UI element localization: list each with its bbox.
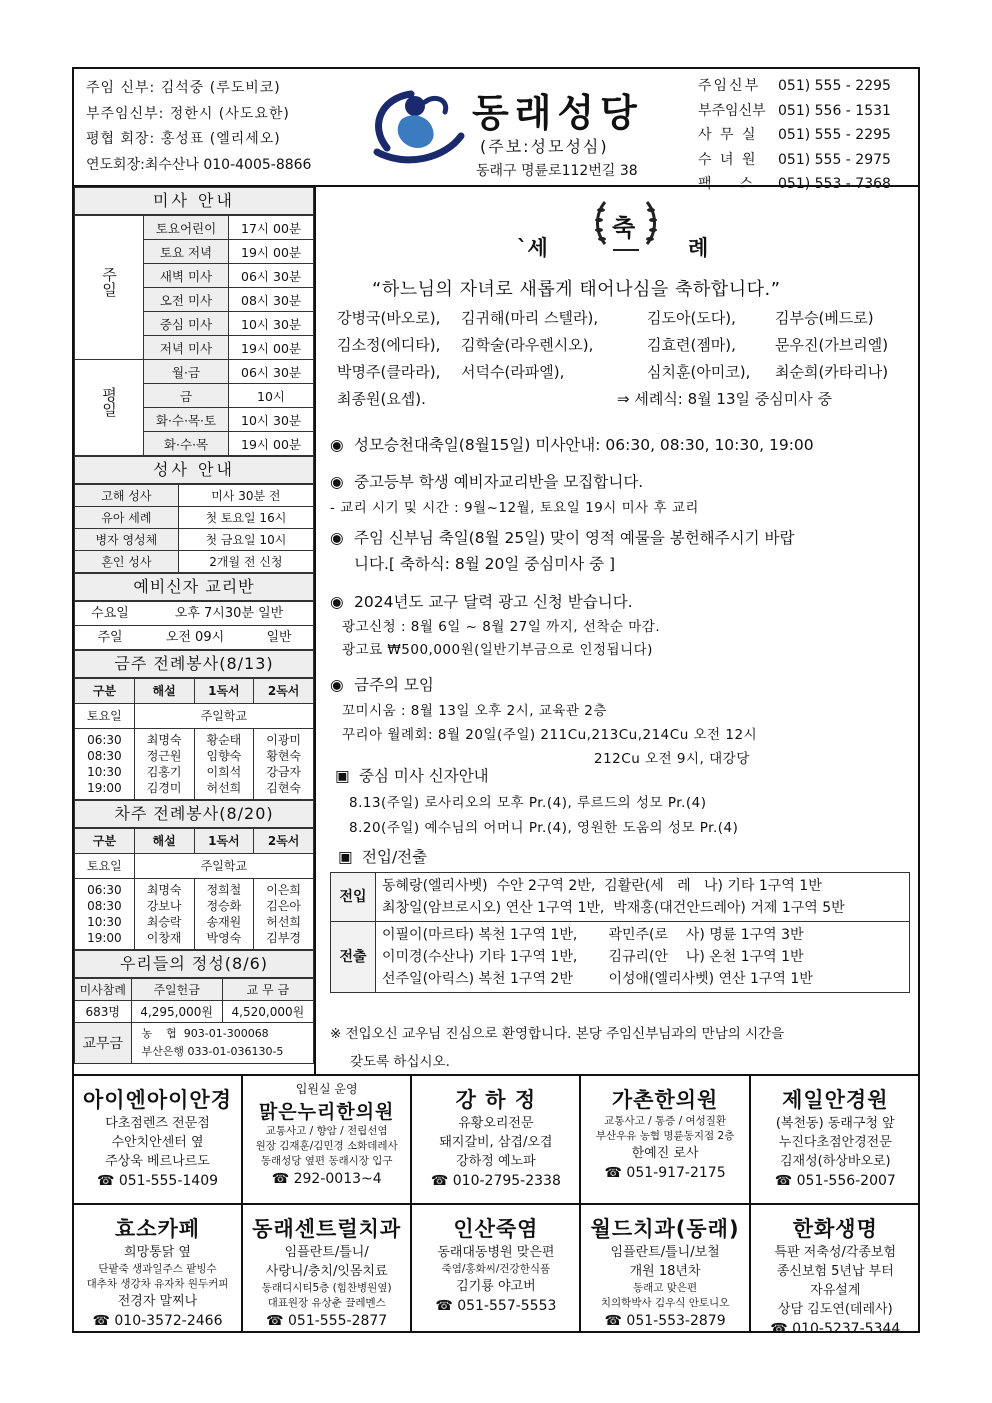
- ad-line: 강하정 예노파: [456, 1154, 536, 1169]
- col-head: 교 무 금: [222, 979, 313, 1001]
- name-row: [337, 332, 888, 359]
- contact-label: 사 무 실: [698, 127, 758, 143]
- ad-line: 임플란트/틀니/보철: [610, 1245, 720, 1260]
- ad-card: [582, 1205, 751, 1333]
- name-row: [337, 305, 888, 332]
- contact-list: [698, 74, 891, 197]
- catechumen-day: 주일: [97, 630, 123, 645]
- col-head: 주일헌금: [131, 979, 222, 1001]
- sacrament-name: 고해 성사: [75, 485, 179, 507]
- mass-name: 화·수·목·토: [144, 408, 229, 432]
- mass-name: 저녁 미사: [144, 336, 229, 360]
- notice-sub: 꾸리아 월례회: 8월 20일(주일) 211Cu,213Cu,214Cu 오전 12시: [342, 727, 758, 743]
- sacrament-name: 유아 세례: [75, 507, 179, 529]
- mass-heading: 미사 안내: [74, 187, 314, 215]
- notice-sub: 광고신청 : 8월 6일 ~ 8월 27일 까지, 선착순 마감.: [342, 619, 661, 635]
- notice-sub: 광고료 ₩500,000원(일반기부금으로 인정됩니다): [342, 642, 653, 658]
- ad-line: 다초점렌즈 전문점: [105, 1116, 210, 1131]
- time-list: 06:30 08:30 10:30 19:00: [75, 879, 135, 950]
- notice-calendar: [330, 590, 660, 658]
- parish-logo: [367, 86, 465, 166]
- catechumen-day: 수요일: [91, 606, 129, 621]
- ad-line: 상담 김도연(데레사): [777, 1302, 893, 1317]
- service-next-heading: 차주 전례봉사(8/20): [74, 800, 314, 828]
- name-row: [337, 359, 888, 386]
- mass-name: 월·금: [144, 360, 229, 384]
- baptism-heading-right: 례: [688, 236, 709, 260]
- attendance-value: 683명: [75, 1001, 132, 1023]
- ad-line: 누진다초점안경전문: [778, 1135, 892, 1150]
- bullet-icon: ◉: [330, 529, 344, 547]
- contact-row: [698, 99, 891, 124]
- commentator-list: 최명숙 정근원 김홍기 김경미: [134, 729, 194, 800]
- ad-card: [243, 1076, 412, 1204]
- ad-line-small: 교통사고 / 향암 / 전립선염: [265, 1125, 388, 1137]
- bullet-icon: ◉: [330, 473, 344, 491]
- col-head: 1독서: [194, 829, 254, 854]
- clergy-line: 평협 회장: 홍성표 (엘리세오): [86, 131, 281, 147]
- name: 김도아(도다),: [647, 309, 736, 327]
- name: 박명주(클라라),: [337, 363, 441, 381]
- contact-row: [698, 148, 891, 173]
- transfer-in-label: 전입: [331, 873, 376, 922]
- name: 서덕수(라파엘),: [461, 363, 565, 381]
- reader1-list: 정희철 정승화 송재원 박영숙: [194, 879, 254, 950]
- ad-card: [582, 1076, 751, 1204]
- mass-name: 토요어린이: [144, 216, 229, 240]
- service-next-table: [74, 828, 314, 950]
- notice-sub: 212Cu 오전 9시, 대강당: [594, 751, 750, 767]
- contact-row: [698, 123, 891, 148]
- ad-line-small: 교통사고 / 통증 / 여성질환: [604, 1115, 727, 1127]
- catechumen-box: [74, 601, 314, 650]
- ad-title: 인산죽염: [453, 1217, 539, 1241]
- transfer-row: 동혜랑(엘리사벳) 수안 2구역 2반, 김활란(세 레 나) 기타 1구역 1반: [382, 878, 822, 894]
- contact-label: 수 녀 원: [698, 151, 758, 168]
- transfer-row: 이필이(마르타) 복천 1구역 1반, 곽민주(로 사) 명륜 1구역 3반: [382, 927, 804, 943]
- welcome-text: 갖도록 하십시오.: [350, 1054, 450, 1070]
- wreath-char: 축: [612, 214, 636, 242]
- contact-number: 051) 555 - 2295: [778, 78, 891, 94]
- sat-value: 주일학교: [134, 854, 313, 879]
- ad-title: 동래센트럴치과: [252, 1217, 402, 1241]
- catechumen-time: 오전 09시: [165, 630, 225, 645]
- mass-name: 새벽 미사: [144, 264, 229, 288]
- ad-line: 한예진 로사: [631, 1146, 699, 1161]
- mass-time: 10시 30분: [229, 408, 314, 432]
- mass-time: 10시 30분: [229, 312, 314, 336]
- contact-label: 부주임신부: [698, 102, 766, 119]
- bank-account: 농 협 903-01-300068: [141, 1027, 269, 1040]
- notice-sub: - 교리 시기 및 시간 : 9월~12월, 토요일 19시 미사 후 교리: [330, 500, 699, 516]
- ad-line-small: 치의학박사 김우식 안토니오: [600, 1297, 730, 1309]
- ad-line: 희망통닭 옆: [124, 1245, 191, 1260]
- name-row: [337, 386, 888, 413]
- name: 최순희(카타리나): [775, 363, 889, 381]
- notice-youth: [330, 470, 699, 516]
- name: 김효련(젬마),: [647, 336, 736, 354]
- commentator-list: 최명숙 강보나 최승락 이창재: [134, 879, 194, 950]
- col-head: 구분: [75, 829, 135, 854]
- ad-line-small: 대표원장 유상춘 끌레멘스: [267, 1297, 386, 1309]
- catechumen-type: 일반: [266, 630, 292, 645]
- col-head: 2독서: [254, 679, 314, 704]
- ad-line: 돼지갈비, 삼겹/오겹: [439, 1135, 553, 1150]
- dues-value: 4,520,000원: [222, 1001, 313, 1023]
- mass-table: [74, 215, 314, 456]
- dues-label: 교무금: [75, 1023, 132, 1064]
- bullet-icon: ◉: [330, 676, 344, 694]
- ad-card: [751, 1076, 920, 1204]
- contact-number: 051) 553 - 7368: [778, 176, 891, 192]
- name: 최종원(요셉).: [337, 390, 426, 408]
- sunday-label: 주일: [75, 216, 144, 360]
- notice-text: 주임 신부님 축일(8월 25일) 맞이 영적 예물을 봉헌해주시기 바랍: [354, 529, 795, 547]
- contact-row: [698, 74, 891, 99]
- sat-label: 토요일: [75, 704, 135, 729]
- notice-text: 니다.[ 축하식: 8월 20일 중심미사 중 ]: [354, 555, 616, 573]
- col-head: 2독서: [254, 829, 314, 854]
- mass-time: 19시 00분: [229, 336, 314, 360]
- transfer-row: 최창일(암브로시오) 연산 1구역 1반, 박재홍(대건안드레아) 거제 1구역 5반: [382, 900, 845, 916]
- name: 문우진(가브리엘): [775, 336, 889, 354]
- ad-line-small: 부산우유 농협 명륜동지점 2층: [595, 1130, 735, 1142]
- ad-phone: ☎ 010-3572-2466: [92, 1313, 223, 1329]
- square-bullet-icon: ▣: [335, 767, 350, 785]
- mass-time: 10시: [229, 384, 314, 408]
- col-head: 해설: [134, 829, 194, 854]
- clergy-list: [86, 76, 311, 178]
- ad-card: [74, 1205, 243, 1333]
- ad-line: 개원 18년차: [629, 1264, 701, 1279]
- mass-time: 08시 30분: [229, 288, 314, 312]
- ad-card: [243, 1205, 412, 1333]
- ad-line: 전경자 말찌나: [117, 1294, 198, 1309]
- notice-sub: 8.20(주일) 예수님의 어머니 Pr.(4), 영원한 도움의 성모 Pr.(4): [349, 820, 739, 836]
- ads-section: [74, 1074, 920, 1335]
- ad-line: 수안치안센터 옆: [111, 1135, 204, 1150]
- transfer-row: 선주일(아릭스) 복천 1구역 2반 이성애(엘리사벳) 연산 1구역 1반: [382, 971, 813, 987]
- name: 김소정(에디타),: [337, 336, 441, 354]
- notice-text: 중심 미사 신자안내: [359, 767, 489, 785]
- notice-text: 성모승천대축일(8월15일) 미사안내: 06:30, 08:30, 10:30, 19:00: [354, 436, 814, 454]
- sat-value: 주일학교: [134, 704, 313, 729]
- name: 심치훈(아미코),: [647, 363, 751, 381]
- column-divider: [314, 187, 316, 1074]
- ad-line: 김기룡 야고버: [456, 1279, 536, 1294]
- sat-label: 토요일: [75, 854, 135, 879]
- ad-phone: ☎ 051-553-2879: [604, 1313, 726, 1329]
- weekday-label: 평일: [75, 360, 144, 456]
- ad-line-small: 원장 김재훈/김민경 소화데레사: [255, 1140, 398, 1152]
- sacrament-time: 미사 30분 전: [178, 485, 313, 507]
- ad-line: 유황오리전문: [458, 1116, 534, 1131]
- ad-line: 임플란트/틀니/: [284, 1245, 369, 1260]
- bullet-icon: ◉: [330, 593, 344, 611]
- mass-name: 토요 저녁: [144, 240, 229, 264]
- ad-phone: ☎ 292-0013~4: [271, 1171, 382, 1187]
- ad-title: 맑은누리한의원: [258, 1101, 395, 1123]
- ad-phone: ☎ 051-556-2007: [774, 1173, 896, 1189]
- ad-line: 동래대동병원 맞은편: [437, 1245, 555, 1260]
- mass-time: 19시 00분: [229, 432, 314, 456]
- notice-transfer: [338, 845, 427, 867]
- ad-line-small: 죽염/홍화씨/건강한식품: [441, 1263, 551, 1275]
- notice-meetings: [330, 673, 757, 767]
- notice-text: 전입/전출: [362, 848, 428, 866]
- sacrament-time: 첫 토요일 16시: [178, 507, 313, 529]
- name: 강병국(바오로),: [337, 309, 441, 327]
- name: 김학술(라우렌시오),: [461, 336, 594, 354]
- ad-line-small: 동래성당 옆편 동래시장 입구: [260, 1155, 393, 1167]
- reader1-list: 황순태 임향숙 이희석 허선희: [194, 729, 254, 800]
- ad-title: 월드치과(동래): [590, 1217, 740, 1241]
- ad-line: 종신보험 5년납 부터: [776, 1264, 894, 1279]
- ad-line-small: 대추차 생강차 유자차 원두커피: [86, 1278, 229, 1290]
- notice-feast: [330, 525, 794, 577]
- ad-title: 효소카페: [114, 1217, 201, 1241]
- mass-time: 17시 00분: [229, 216, 314, 240]
- notice-text: 금주의 모임: [354, 676, 434, 694]
- col-head: 구분: [75, 679, 135, 704]
- mass-name: 화·수·목: [144, 432, 229, 456]
- parish-address: 동래구 명륜로112번길 38: [476, 163, 638, 179]
- notice-sub: 꼬미시움 : 8월 13일 오후 2시, 교육관 2층: [342, 703, 607, 719]
- ad-phone: ☎ 051-557-5553: [435, 1298, 557, 1314]
- notice-mass-guide: [335, 764, 738, 836]
- ad-line-small: 동래고 맞은편: [632, 1282, 698, 1294]
- ad-phone: ☎ 051-917-2175: [604, 1165, 726, 1181]
- ad-line-small: 단팥죽 생과일주스 팥빙수: [98, 1263, 217, 1275]
- ad-title: 제일안경원: [782, 1088, 889, 1112]
- bank-account: 부산은행 033-01-036130-5: [141, 1045, 284, 1058]
- col-head: 1독서: [194, 679, 254, 704]
- service-this-table: [74, 678, 314, 800]
- ad-line: 자유설계: [810, 1283, 861, 1298]
- col-head: 해설: [134, 679, 194, 704]
- name: 김부승(베드로): [775, 309, 874, 327]
- ad-line: (복천동) 동래구청 앞: [775, 1116, 895, 1131]
- ad-card: [412, 1076, 581, 1204]
- ad-title: 아이엔아이안경: [82, 1088, 232, 1112]
- parish-subtitle: (주보:성모성심): [480, 137, 609, 156]
- sacrament-table: [74, 484, 314, 573]
- ad-card: [751, 1205, 920, 1337]
- catechumen-heading: 예비신자 교리반: [74, 573, 314, 601]
- transfer-out-label: 전출: [331, 922, 376, 993]
- welcome-text: ※ 전입오신 교우님 진심으로 환영합니다. 본당 주임신부님과의 만남의 시간을: [330, 1026, 785, 1042]
- ad-line-small: 동래디시티5층 (힘찬병원옆): [261, 1282, 392, 1294]
- transfer-row: 이미경(수산나) 기타 1구역 1반, 김규리(안 나) 온천 1구역 1반: [382, 949, 804, 965]
- notice-text: 중고등부 학생 예비자교리반을 모집합니다.: [354, 473, 644, 491]
- mass-name: 중심 미사: [144, 312, 229, 336]
- sacrament-name: 병자 영성체: [75, 529, 179, 551]
- ad-pre: 입원실 운영: [295, 1082, 358, 1096]
- notice-sub: 8.13(주일) 로사리오의 모후 Pr.(4), 루르드의 성모 Pr.(4): [349, 795, 707, 811]
- clergy-line: 주임 신부: 김석중 (루도비코): [86, 80, 281, 96]
- ad-line: 김재성(하상바오로): [779, 1154, 891, 1169]
- transfer-in-list: [376, 873, 910, 922]
- col-head: 미사참례: [75, 979, 132, 1001]
- clergy-line: 부주임신부: 정한시 (사도요한): [86, 105, 290, 122]
- reader2-list: 이광미 황현숙 강금자 김현숙: [254, 729, 314, 800]
- mass-time: 06시 30분: [229, 360, 314, 384]
- ad-card: [412, 1205, 581, 1333]
- sacrament-heading: 성사 안내: [74, 456, 314, 484]
- sacrament-time: 첫 금요일 10시: [178, 529, 313, 551]
- contact-label: 팩 스: [698, 176, 755, 192]
- baptism-heading-left: `세: [517, 236, 548, 260]
- time-list: 06:30 08:30 10:30 19:00: [75, 729, 135, 800]
- ad-phone: ☎ 051-555-2877: [266, 1313, 388, 1329]
- ad-line: 사랑니/충치/잇몸치료: [265, 1264, 388, 1279]
- ad-line: 특판 저축성/각종보험: [774, 1245, 897, 1260]
- notice-text: 2024년도 교구 달력 광고 신청 받습니다.: [354, 593, 633, 611]
- ad-phone: ☎ 010-2795-2338: [430, 1173, 561, 1189]
- sacrament-name: 혼인 성사: [75, 551, 179, 573]
- clergy-line: 연도회장:최수산나 010-4005-8866: [86, 156, 312, 173]
- welcome-note: [330, 1020, 784, 1076]
- service-this-heading: 금주 전례봉사(8/13): [74, 650, 314, 678]
- parish-title: 동래성당: [472, 91, 643, 135]
- catechumen-time: 오후 7시30분 일반: [174, 606, 284, 621]
- sacrament-time: 2개월 전 신청: [178, 551, 313, 573]
- baptism-quote: “하느님의 자녀로 새롭게 태어나심을 축하합니다.”: [372, 279, 781, 300]
- ad-phone: ☎ 010-5237-5344: [770, 1321, 901, 1337]
- contact-number: 051) 555 - 2295: [778, 127, 891, 143]
- baptism-date: ⇒ 세례식: 8월 13일 중심미사 중: [617, 390, 832, 408]
- ad-card: [74, 1076, 243, 1204]
- name: 김귀해(마리 스텔라),: [461, 309, 599, 327]
- bank-accounts: [131, 1023, 313, 1064]
- baptism-names: [337, 305, 888, 413]
- ad-title: 강 하 정: [455, 1088, 537, 1112]
- left-column: [74, 187, 314, 1064]
- mass-name: 금: [144, 384, 229, 408]
- transfer-table: [330, 872, 910, 993]
- offering-table: [74, 978, 314, 1064]
- mass-name: 오전 미사: [144, 288, 229, 312]
- notice-assumption: [330, 433, 814, 455]
- mass-time: 19시 00분: [229, 240, 314, 264]
- ad-title: 한화생명: [792, 1217, 878, 1241]
- ad-phone: ☎ 051-555-1409: [96, 1173, 219, 1189]
- offering-heading: 우리들의 정성(8/6): [74, 950, 314, 978]
- square-bullet-icon: ▣: [338, 848, 353, 866]
- transfer-out-list: [376, 922, 910, 993]
- bullet-icon: ◉: [330, 436, 344, 454]
- ad-line: 주상욱 베르나르도: [105, 1154, 210, 1169]
- contact-number: 051) 556 - 1531: [778, 102, 891, 119]
- ad-title: 가촌한의원: [611, 1088, 719, 1112]
- contact-label: 주임신부: [698, 78, 761, 94]
- mass-time: 06시 30분: [229, 264, 314, 288]
- contact-number: 051) 555 - 2975: [778, 151, 891, 168]
- sunday-offering-value: 4,295,000원: [131, 1001, 222, 1023]
- reader2-list: 이은희 김은아 허선희 김부경: [254, 879, 314, 950]
